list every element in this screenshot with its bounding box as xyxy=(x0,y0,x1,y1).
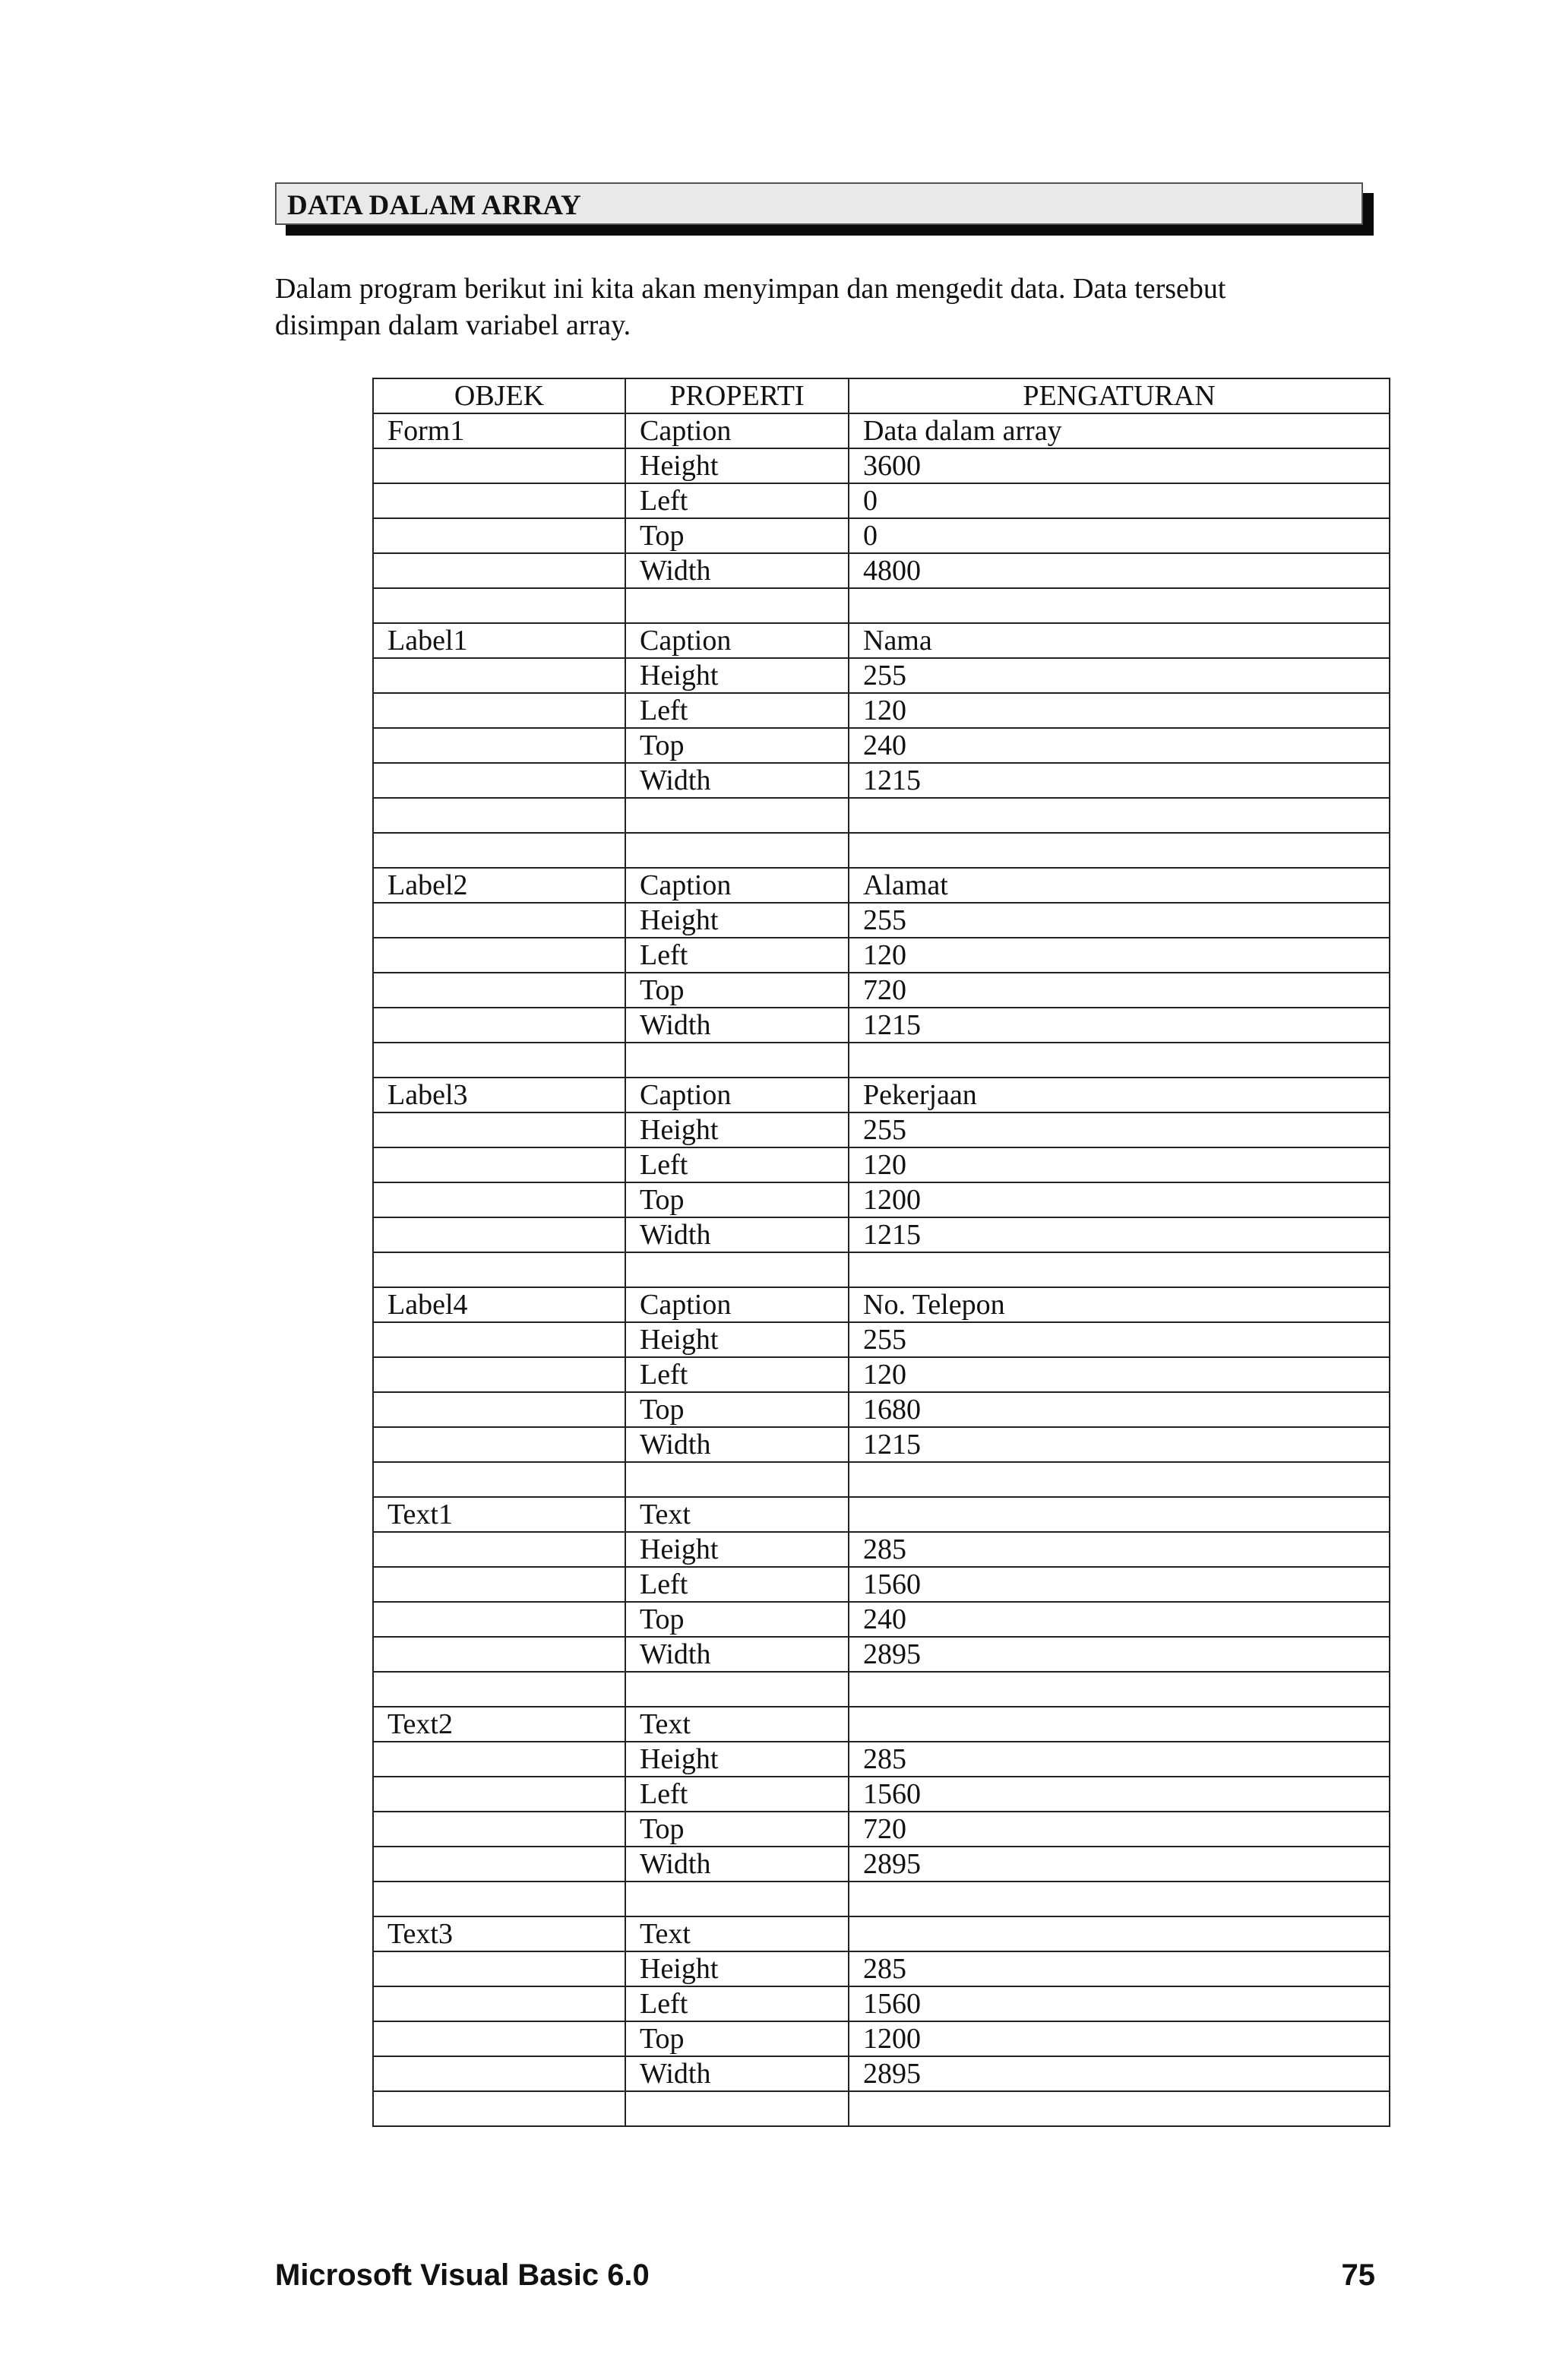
cell-objek xyxy=(373,1672,625,1707)
cell-properti: Top xyxy=(625,973,849,1008)
table-row xyxy=(373,1567,1390,1602)
table-row xyxy=(373,1147,1390,1182)
table-row xyxy=(373,1043,1390,1078)
table-row xyxy=(373,553,1390,588)
cell-pengaturan: 240 xyxy=(849,1602,1390,1637)
cell-pengaturan: Pekerjaan xyxy=(849,1078,1390,1112)
cell-properti xyxy=(625,798,849,833)
cell-objek xyxy=(373,1986,625,2021)
cell-pengaturan xyxy=(849,1497,1390,1532)
cell-pengaturan xyxy=(849,1252,1390,1287)
cell-properti: Width xyxy=(625,1637,849,1672)
header-objek: OBJEK xyxy=(373,378,625,413)
cell-properti: Caption xyxy=(625,868,849,903)
cell-objek xyxy=(373,448,625,483)
cell-objek xyxy=(373,1462,625,1497)
table-row xyxy=(373,868,1390,903)
intro-line-1: Dalam program berikut ini kita akan menyimpan dan mengedit data. Data tersebut xyxy=(275,273,1226,305)
cell-pengaturan: 120 xyxy=(849,1147,1390,1182)
table-row xyxy=(373,833,1390,868)
cell-properti: Width xyxy=(625,1217,849,1252)
cell-pengaturan: 720 xyxy=(849,1812,1390,1847)
cell-properti xyxy=(625,1043,849,1078)
cell-pengaturan: 285 xyxy=(849,1532,1390,1567)
table-row xyxy=(373,1777,1390,1812)
cell-pengaturan xyxy=(849,1462,1390,1497)
cell-properti xyxy=(625,2091,849,2126)
cell-objek: Label4 xyxy=(373,1287,625,1322)
cell-pengaturan: 1200 xyxy=(849,1182,1390,1217)
table-row xyxy=(373,2091,1390,2126)
table-header-row xyxy=(373,378,1390,413)
cell-pengaturan: 1680 xyxy=(849,1392,1390,1427)
cell-objek xyxy=(373,938,625,973)
cell-properti: Width xyxy=(625,763,849,798)
cell-objek xyxy=(373,553,625,588)
cell-objek: Text3 xyxy=(373,1916,625,1951)
cell-properti: Height xyxy=(625,658,849,693)
cell-pengaturan: 0 xyxy=(849,518,1390,553)
table-row xyxy=(373,1392,1390,1427)
cell-objek: Text2 xyxy=(373,1707,625,1742)
table-row xyxy=(373,623,1390,658)
cell-properti: Top xyxy=(625,518,849,553)
table-row xyxy=(373,1916,1390,1951)
cell-pengaturan xyxy=(849,833,1390,868)
table-row xyxy=(373,1182,1390,1217)
footer-page-number: 75 xyxy=(1341,2258,1375,2292)
table-row xyxy=(373,1847,1390,1882)
header-pengaturan: PENGATURAN xyxy=(849,378,1390,413)
cell-objek xyxy=(373,1217,625,1252)
intro-line-2: disimpan dalam variabel array. xyxy=(275,309,631,341)
cell-pengaturan xyxy=(849,1043,1390,1078)
table-row xyxy=(373,763,1390,798)
cell-pengaturan: Alamat xyxy=(849,868,1390,903)
cell-objek xyxy=(373,1322,625,1357)
cell-objek xyxy=(373,973,625,1008)
table-row xyxy=(373,1882,1390,1916)
cell-objek xyxy=(373,1182,625,1217)
cell-objek xyxy=(373,518,625,553)
table-row xyxy=(373,2056,1390,2091)
cell-pengaturan xyxy=(849,2091,1390,2126)
cell-objek xyxy=(373,1602,625,1637)
table-row xyxy=(373,728,1390,763)
cell-objek xyxy=(373,1252,625,1287)
cell-pengaturan xyxy=(849,1672,1390,1707)
cell-properti: Caption xyxy=(625,1287,849,1322)
cell-objek: Text1 xyxy=(373,1497,625,1532)
cell-properti: Width xyxy=(625,1008,849,1043)
table-row xyxy=(373,413,1390,448)
cell-pengaturan xyxy=(849,1707,1390,1742)
cell-properti: Top xyxy=(625,2021,849,2056)
cell-objek xyxy=(373,2091,625,2126)
table-row xyxy=(373,1357,1390,1392)
cell-properti: Caption xyxy=(625,413,849,448)
table-row xyxy=(373,1812,1390,1847)
intro-paragraph xyxy=(275,271,1369,343)
cell-objek: Label2 xyxy=(373,868,625,903)
cell-objek xyxy=(373,1392,625,1427)
table-row xyxy=(373,903,1390,938)
cell-objek xyxy=(373,1357,625,1392)
cell-pengaturan: 255 xyxy=(849,658,1390,693)
cell-objek xyxy=(373,2021,625,2056)
cell-pengaturan: 285 xyxy=(849,1951,1390,1986)
cell-objek xyxy=(373,1637,625,1672)
heading-box xyxy=(275,182,1363,225)
cell-pengaturan xyxy=(849,588,1390,623)
cell-objek xyxy=(373,588,625,623)
cell-pengaturan xyxy=(849,1916,1390,1951)
cell-pengaturan: 1215 xyxy=(849,1217,1390,1252)
table-row xyxy=(373,798,1390,833)
cell-properti: Left xyxy=(625,1567,849,1602)
table-body xyxy=(373,413,1390,2126)
cell-pengaturan: 3600 xyxy=(849,448,1390,483)
cell-pengaturan: 1215 xyxy=(849,1427,1390,1462)
section-heading xyxy=(275,182,1374,236)
cell-properti: Height xyxy=(625,448,849,483)
cell-objek xyxy=(373,1777,625,1812)
table-row xyxy=(373,2021,1390,2056)
cell-pengaturan: Data dalam array xyxy=(849,413,1390,448)
cell-properti: Width xyxy=(625,1427,849,1462)
cell-objek xyxy=(373,833,625,868)
cell-properti: Width xyxy=(625,2056,849,2091)
cell-properti: Height xyxy=(625,1322,849,1357)
table-row xyxy=(373,658,1390,693)
cell-pengaturan: 1560 xyxy=(849,1986,1390,2021)
cell-objek xyxy=(373,798,625,833)
table-row xyxy=(373,1497,1390,1532)
table-row xyxy=(373,518,1390,553)
table-row xyxy=(373,1217,1390,1252)
cell-pengaturan: 1560 xyxy=(849,1567,1390,1602)
cell-properti: Left xyxy=(625,1147,849,1182)
properties-table xyxy=(372,378,1390,2127)
cell-objek xyxy=(373,1742,625,1777)
cell-pengaturan: 120 xyxy=(849,693,1390,728)
header-properti: PROPERTI xyxy=(625,378,849,413)
table-row xyxy=(373,483,1390,518)
cell-pengaturan: 2895 xyxy=(849,2056,1390,2091)
cell-properti: Top xyxy=(625,1392,849,1427)
cell-properti: Height xyxy=(625,1112,849,1147)
cell-objek: Form1 xyxy=(373,413,625,448)
table-row xyxy=(373,1252,1390,1287)
cell-properti: Left xyxy=(625,938,849,973)
cell-objek xyxy=(373,763,625,798)
table-row xyxy=(373,973,1390,1008)
cell-pengaturan: 255 xyxy=(849,1112,1390,1147)
cell-properti: Height xyxy=(625,1532,849,1567)
table-row xyxy=(373,1427,1390,1462)
cell-properti: Top xyxy=(625,1602,849,1637)
cell-objek: Label1 xyxy=(373,623,625,658)
cell-properti xyxy=(625,1672,849,1707)
table-row xyxy=(373,448,1390,483)
cell-properti xyxy=(625,1462,849,1497)
cell-pengaturan: 255 xyxy=(849,1322,1390,1357)
cell-properti xyxy=(625,833,849,868)
cell-properti: Left xyxy=(625,1357,849,1392)
table-row xyxy=(373,1532,1390,1567)
cell-properti xyxy=(625,1882,849,1916)
cell-properti: Height xyxy=(625,1742,849,1777)
cell-properti: Caption xyxy=(625,1078,849,1112)
table-row xyxy=(373,588,1390,623)
cell-properti: Height xyxy=(625,1951,849,1986)
cell-pengaturan: No. Telepon xyxy=(849,1287,1390,1322)
cell-objek xyxy=(373,1427,625,1462)
table-row xyxy=(373,1008,1390,1043)
cell-objek xyxy=(373,658,625,693)
cell-pengaturan: 4800 xyxy=(849,553,1390,588)
table-row xyxy=(373,1742,1390,1777)
cell-pengaturan: 720 xyxy=(849,973,1390,1008)
cell-properti: Height xyxy=(625,903,849,938)
cell-pengaturan: 2895 xyxy=(849,1637,1390,1672)
table-row xyxy=(373,1637,1390,1672)
cell-properti xyxy=(625,588,849,623)
cell-objek xyxy=(373,1112,625,1147)
cell-properti xyxy=(625,1252,849,1287)
heading-text: DATA DALAM ARRAY xyxy=(287,190,581,221)
cell-objek xyxy=(373,1847,625,1882)
cell-objek xyxy=(373,693,625,728)
cell-properti: Width xyxy=(625,553,849,588)
cell-pengaturan: 240 xyxy=(849,728,1390,763)
footer-book-title: Microsoft Visual Basic 6.0 xyxy=(275,2258,650,2292)
cell-properti: Text xyxy=(625,1916,849,1951)
cell-pengaturan: 1200 xyxy=(849,2021,1390,2056)
cell-properti: Left xyxy=(625,1986,849,2021)
cell-objek xyxy=(373,728,625,763)
cell-pengaturan xyxy=(849,798,1390,833)
table-row xyxy=(373,1462,1390,1497)
cell-pengaturan: Nama xyxy=(849,623,1390,658)
cell-objek xyxy=(373,903,625,938)
cell-pengaturan: 1215 xyxy=(849,763,1390,798)
cell-pengaturan: 1560 xyxy=(849,1777,1390,1812)
cell-properti: Caption xyxy=(625,623,849,658)
cell-objek: Label3 xyxy=(373,1078,625,1112)
cell-pengaturan: 1215 xyxy=(849,1008,1390,1043)
cell-objek xyxy=(373,1532,625,1567)
cell-properti: Top xyxy=(625,1812,849,1847)
cell-objek xyxy=(373,1147,625,1182)
table-row xyxy=(373,693,1390,728)
cell-pengaturan: 2895 xyxy=(849,1847,1390,1882)
cell-properti: Width xyxy=(625,1847,849,1882)
table-row xyxy=(373,1672,1390,1707)
cell-pengaturan: 255 xyxy=(849,903,1390,938)
cell-objek xyxy=(373,483,625,518)
cell-pengaturan: 120 xyxy=(849,1357,1390,1392)
cell-objek xyxy=(373,1812,625,1847)
cell-pengaturan: 120 xyxy=(849,938,1390,973)
table-row xyxy=(373,1707,1390,1742)
cell-objek xyxy=(373,2056,625,2091)
table-row xyxy=(373,1951,1390,1986)
table-row xyxy=(373,1322,1390,1357)
cell-properti: Left xyxy=(625,1777,849,1812)
cell-pengaturan: 285 xyxy=(849,1742,1390,1777)
table-row xyxy=(373,938,1390,973)
cell-objek xyxy=(373,1567,625,1602)
table-row xyxy=(373,1112,1390,1147)
cell-pengaturan: 0 xyxy=(849,483,1390,518)
cell-pengaturan xyxy=(849,1882,1390,1916)
cell-properti: Left xyxy=(625,693,849,728)
table-row xyxy=(373,1986,1390,2021)
cell-objek xyxy=(373,1951,625,1986)
table-row xyxy=(373,1078,1390,1112)
cell-objek xyxy=(373,1043,625,1078)
cell-properti: Left xyxy=(625,483,849,518)
table-row xyxy=(373,1602,1390,1637)
cell-properti: Top xyxy=(625,1182,849,1217)
cell-properti: Text xyxy=(625,1707,849,1742)
cell-objek xyxy=(373,1008,625,1043)
cell-properti: Text xyxy=(625,1497,849,1532)
table-row xyxy=(373,1287,1390,1322)
cell-properti: Top xyxy=(625,728,849,763)
cell-objek xyxy=(373,1882,625,1916)
